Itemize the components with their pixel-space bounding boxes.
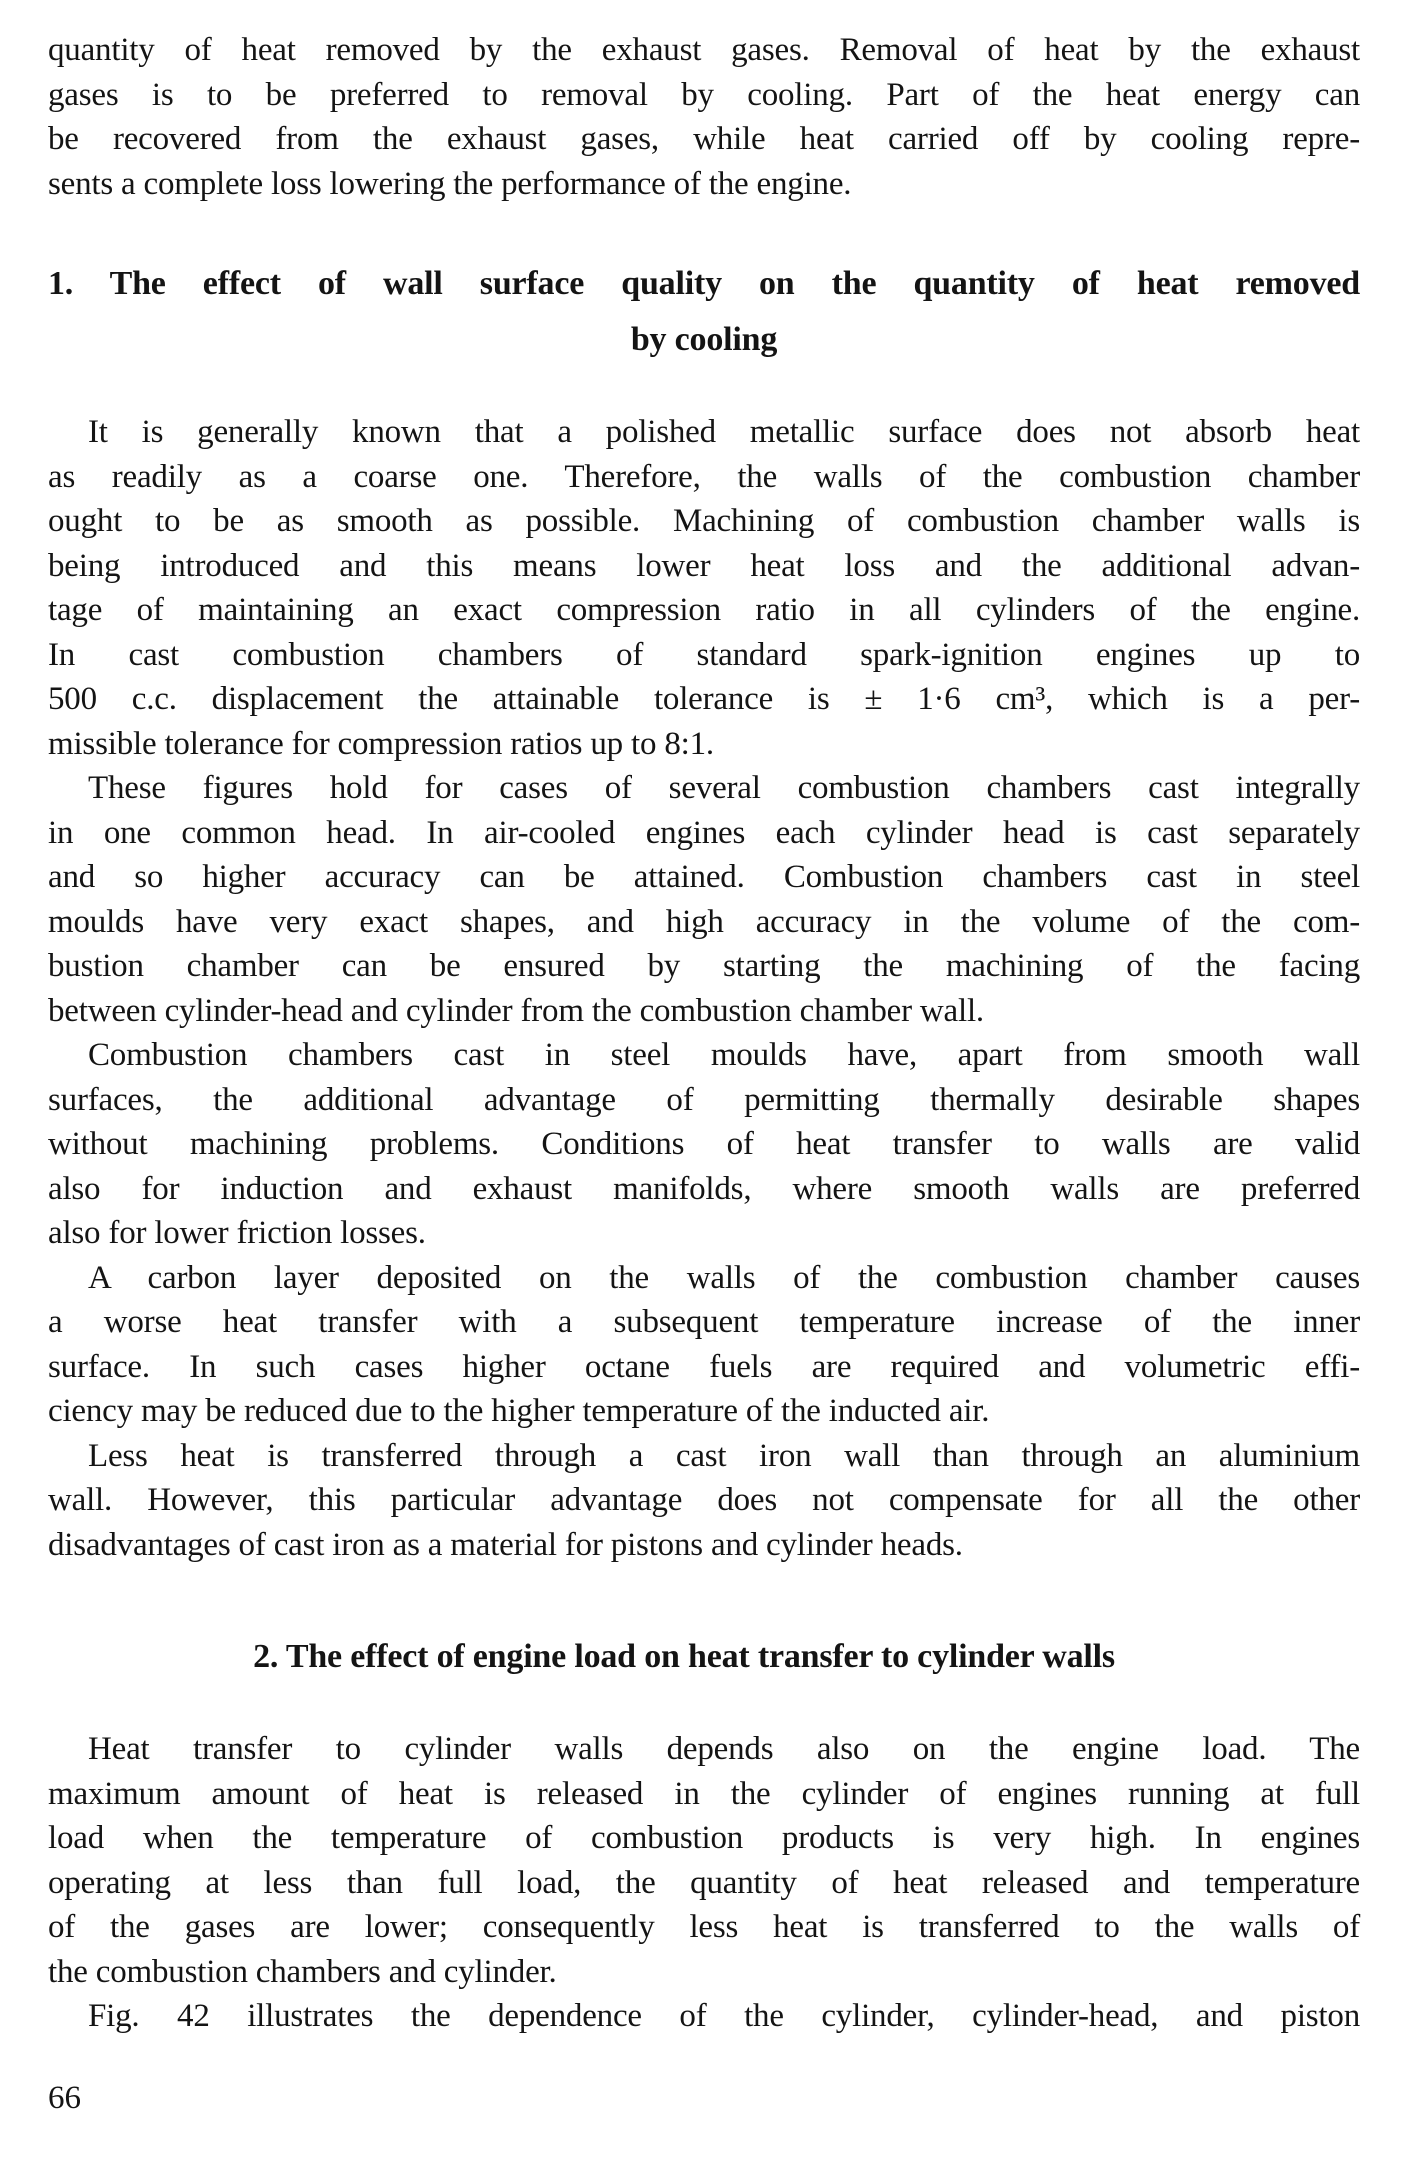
text-line: wall. However, this particular advantage does not compensate for all the other <box>48 1482 1360 1518</box>
text-line: These figures hold for cases of several combustion chambers cast integrally <box>88 770 1360 806</box>
section-1-paragraph-5 <box>48 1434 1360 1568</box>
text-line: surfaces, the additional advantage of permitting thermally desirable shapes <box>48 1081 1360 1118</box>
text-line: in one common head. In air-cooled engines each cylinder head is cast separately <box>48 814 1360 851</box>
text-line: disadvantages of cast iron as a material for pistons and cylinder heads. <box>48 1526 963 1563</box>
section-2-paragraph-2 <box>48 1994 1360 2039</box>
text-line: moulds have very exact shapes, and high accuracy in the volume of the com- <box>48 903 1360 940</box>
text-line: operating at less than full load, the quantity of heat released and temperature <box>48 1864 1360 1901</box>
text-line: ciency may be reduced due to the higher temperature of the inducted air. <box>48 1393 990 1429</box>
text-line: a worse heat transfer with a subsequent temperature increase of the inner <box>48 1304 1360 1340</box>
text-line: being introduced and this means lower heat loss and the additional advan- <box>48 547 1360 584</box>
text-line: be recovered from the exhaust gases, while heat carried off by cooling repre- <box>48 121 1360 157</box>
section-1-paragraph-2 <box>48 766 1360 1033</box>
text-line: quantity of heat removed by the exhaust gases. Removal of heat by the exhaust <box>48 32 1360 68</box>
text-line: and so higher accuracy can be attained. Combustion chambers cast in steel <box>48 859 1360 895</box>
text-line: tage of maintaining an exact compression ratio in all cylinders of the engine. <box>48 592 1360 628</box>
text-line: bustion chamber can be ensured by starting the machining of the facing <box>48 948 1360 984</box>
heading-line: 1. The effect of wall surface quality on the quantity of heat removed <box>48 265 1360 302</box>
heading-line: by cooling <box>630 321 778 358</box>
section-1-paragraph-1 <box>48 410 1360 766</box>
text-line: Heat transfer to cylinder walls depends also on the engine load. The <box>88 1731 1360 1767</box>
text-line: sents a complete loss lowering the performance of the engine. <box>48 165 852 202</box>
text-line: 500 c.c. displacement the attainable tolerance is ± 1·6 cm³, which is a per- <box>48 681 1360 717</box>
text-line: of the gases are lower; consequently less heat is transferred to the walls of <box>48 1909 1360 1945</box>
text-line: missible tolerance for compression ratios up to 8:1. <box>48 725 714 762</box>
text-line: maximum amount of heat is released in the cylinder of engines running at full <box>48 1775 1360 1812</box>
text-line: In cast combustion chambers of standard spark-ignition engines up to <box>48 636 1360 673</box>
text-line: gases is to be preferred to removal by cooling. Part of the heat energy can <box>48 76 1360 113</box>
section-1-paragraph-3 <box>48 1033 1360 1256</box>
text-line: surface. In such cases higher octane fuels are required and volumetric effi- <box>48 1348 1360 1385</box>
text-line: Less heat is transferred through a cast iron wall than through an aluminium <box>88 1437 1360 1474</box>
text-line: the combustion chambers and cylinder. <box>48 1953 557 1990</box>
text-line: without machining problems. Conditions of heat transfer to walls are valid <box>48 1126 1360 1162</box>
text-line: as readily as a coarse one. Therefore, the walls of the combustion chamber <box>48 458 1360 495</box>
text-line: ought to be as smooth as possible. Machining of combustion chamber walls is <box>48 503 1360 539</box>
text-line: It is generally known that a polished metallic surface does not absorb heat <box>88 414 1360 450</box>
section-2-heading <box>48 1629 1360 1685</box>
text-line: Fig. 42 illustrates the dependence of the cylinder, cylinder-head, and piston <box>88 1998 1360 2034</box>
intro-paragraph <box>48 28 1360 206</box>
section-2-paragraph-1 <box>48 1727 1360 1994</box>
page-number: 66 <box>48 2080 81 2116</box>
text-line: load when the temperature of combustion products is very high. In engines <box>48 1820 1360 1856</box>
heading-line: 2. The effect of engine load on heat transfer to cylinder walls <box>253 1638 1115 1675</box>
section-1-paragraph-4 <box>48 1256 1360 1434</box>
text-line: also for induction and exhaust manifolds, where smooth walls are preferred <box>48 1170 1360 1207</box>
section-1-heading <box>48 256 1360 368</box>
text-line: A carbon layer deposited on the walls of the combustion chamber causes <box>88 1259 1360 1296</box>
text-line: Combustion chambers cast in steel moulds have, apart from smooth wall <box>88 1037 1360 1073</box>
text-line: also for lower friction losses. <box>48 1215 426 1251</box>
text-line: between cylinder-head and cylinder from the combustion chamber wall. <box>48 992 984 1029</box>
book-page <box>48 28 1360 2039</box>
